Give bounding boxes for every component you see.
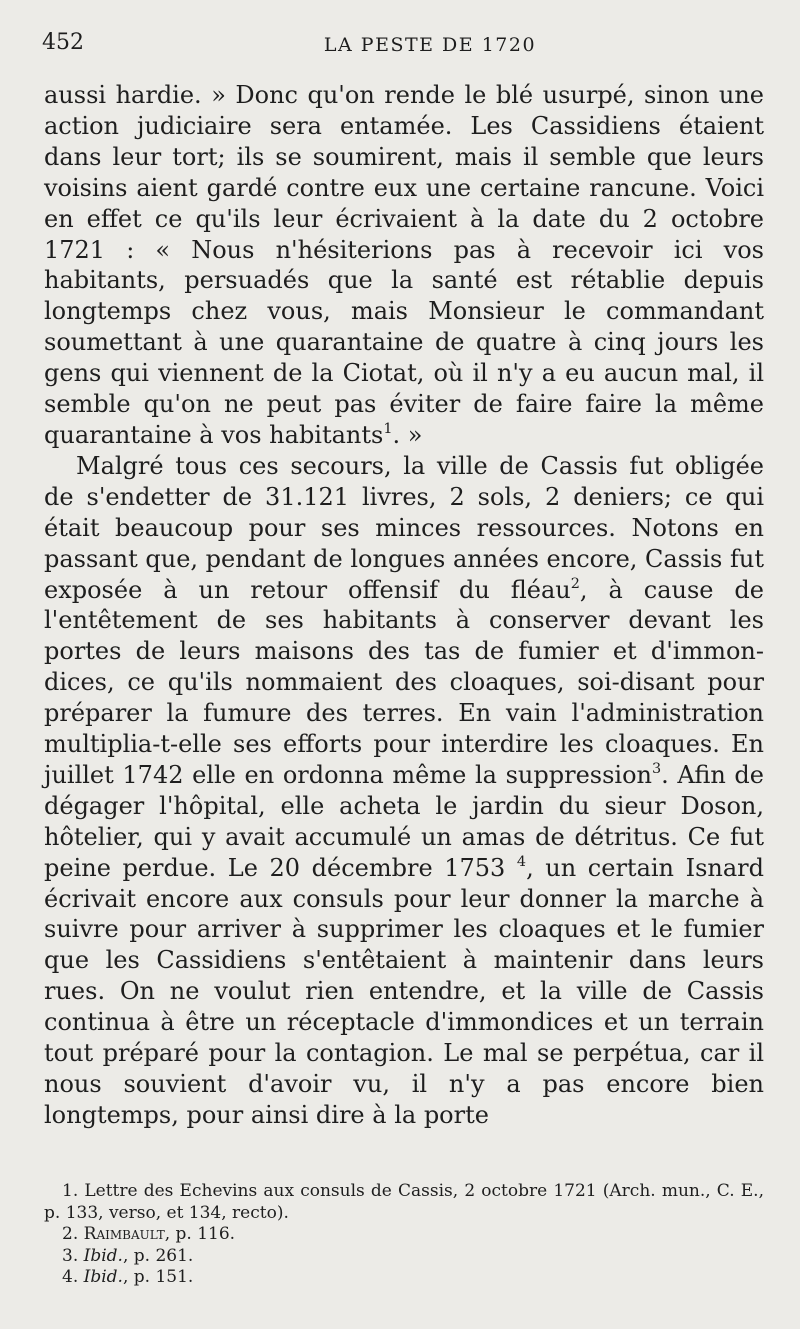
footnote-2 — [44, 1224, 764, 1246]
paragraph-2 — [44, 451, 764, 1131]
body-text — [44, 80, 764, 1131]
footnote-2-rest: , p. 116. — [164, 1224, 236, 1244]
footnote-2-number: 2. — [62, 1224, 79, 1244]
footnote-3 — [44, 1246, 764, 1268]
footnotes — [44, 1181, 764, 1289]
paragraph-2-text-d: , un certain Isnard écrivait encore aux consuls pour leur donner la marche à suivre pour arriver à supprimer les cloaques et le fumier que les Cassidiens s'entêtaient à maintenir dans leurs rues. On ne voulut rien entendre, et la ville de Cassis continua à être un réceptacle d'immondices et un terrain tout préparé pour la contagion. Le mal se perpétua, car il nous souvient d'avoir vu, il n'y a pas encore bien longtemps, pour ainsi dire à la porte — [44, 853, 764, 1129]
footnote-ref-2: 2 — [570, 575, 580, 592]
footnote-1: 1. Lettre des Echevins aux consuls de Cassis, 2 octobre 1721 (Arch. mun., C. E., p. 133, verso, et 134, recto). — [44, 1181, 764, 1223]
footnote-ref-3: 3 — [652, 760, 662, 777]
footnote-2-author: Raimbault — [83, 1224, 165, 1244]
footnote-ref-1: 1 — [383, 420, 393, 437]
paragraph-1-text-b: . » — [392, 420, 423, 449]
footnote-3-ibid: Ibid. — [83, 1245, 123, 1266]
page-number: 452 — [42, 30, 84, 55]
footnote-ref-4: 4 — [516, 853, 527, 870]
footnote-4-number: 4. — [62, 1267, 79, 1287]
footnote-3-number: 3. — [62, 1245, 79, 1266]
footnote-3-rest: , p. 261. — [122, 1245, 194, 1266]
paragraph-2-text-a: Malgré tous ces secours, la ville de Cassis fut obligée de s'endetter de 31.121 livres, 2 sols, 2 deniers; ce qui était beaucoup pour ses minces ressources. Notons en passant que, pendant de longues années encore, Cassis fut exposée à un retour offensif du fléau — [44, 451, 764, 604]
footnote-4-rest: , p. 151. — [122, 1267, 194, 1287]
paragraph-1 — [44, 80, 764, 451]
footnote-4 — [44, 1267, 764, 1289]
running-title: LA PESTE DE 1720 — [323, 34, 537, 56]
footnote-4-ibid: Ibid. — [83, 1267, 123, 1287]
paragraph-1-text-a: aussi hardie. » Donc qu'on rende le blé usurpé, sinon une action judiciaire sera entamée. Les Cassidiens étaient dans leur tort; ils se soumirent, mais il semble que leurs voisins aient gardé contre eux une certaine rancune. Voici en effet ce qu'ils leur écrivaient à la date du 2 octobre 1721 : « Nous n'hésiterions pas à recevoir ici vos habitants, persuadés que la santé est rétablie depuis longtemps chez vous, mais Monsieur le commandant soumettant à une quarantaine de quatre à cinq jours les gens qui viennent de la Ciotat, où il n'y a eu aucun mal, il semble qu'on ne peut pas éviter de faire faire la même quarantaine à vos habitants — [44, 81, 764, 449]
paragraph-2-text-b: , à cause de l'entêtement de ses habitants à conserver devant les portes de leurs maisons des tas de fumier et d'immondices, ce qu'ils nommaient des cloaques, soi-disant pour préparer la fumure des terres. En vain l'administration multiplia-t-elle ses efforts pour interdire les cloaques. En juillet 1742 elle en ordonna même la suppression — [44, 575, 764, 789]
paragraph-2-text-c: . Afin de dégager l'hôpital, elle acheta le jardin du sieur Doson, hôtelier, qui y avait accumulé un amas de détritus. Ce fut peine perdue. Le 20 décembre 1753 — [44, 760, 765, 882]
